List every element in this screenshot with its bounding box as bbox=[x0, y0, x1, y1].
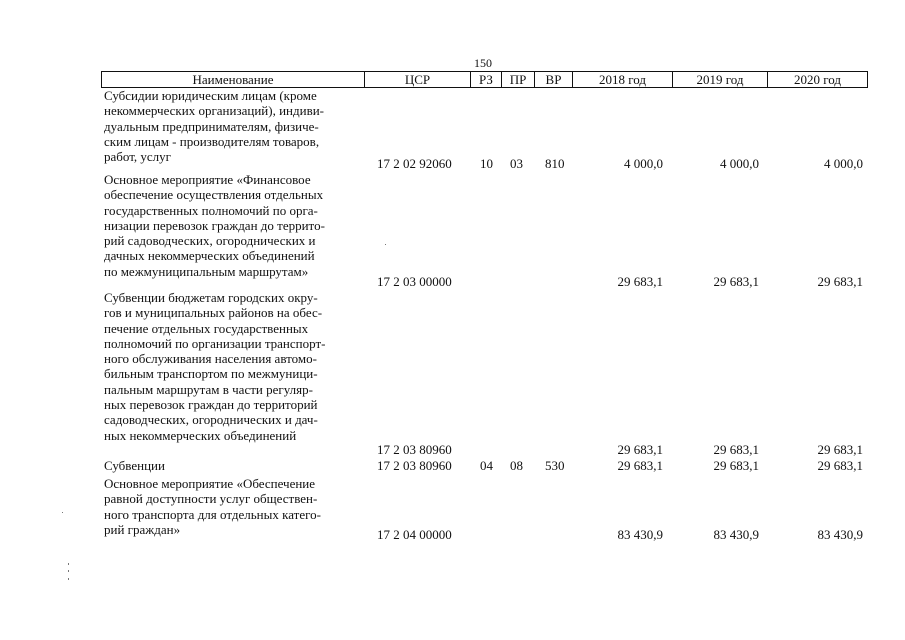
row-2018: 29 683,1 bbox=[617, 458, 663, 473]
scan-speck bbox=[62, 512, 63, 513]
row-2019: 4 000,0 bbox=[720, 156, 759, 171]
row-csr: 17 2 03 00000 bbox=[377, 274, 452, 289]
row-2020: 29 683,1 bbox=[817, 458, 863, 473]
row-rz: 04 bbox=[480, 458, 493, 473]
row-csr: 17 2 02 92060 bbox=[377, 156, 452, 171]
row-2018: 83 430,9 bbox=[617, 527, 663, 542]
row-2020: 29 683,1 bbox=[817, 274, 863, 289]
scan-speck bbox=[68, 578, 69, 580]
row-2018: 29 683,1 bbox=[617, 442, 663, 457]
scan-speck bbox=[68, 570, 69, 572]
row-name: Субвенции бюджетам городских окру- гов и муниципальных районов на обес- печение отдельных государственных полномочий по организации транспорт- ного обслуживания населения автомо- бильным транспортом по межмуници- пальным маршрутам в части регуляр- ных перевозок граждан до территорий садоводческих, огороднических и дач- ных некоммерческих объединений bbox=[104, 290, 326, 443]
row-name: Основное мероприятие «Обеспечение равной доступности услуг обществен- ного транспорта для отдельных катего- рий граждан» bbox=[104, 476, 321, 537]
header-rz: РЗ bbox=[471, 72, 502, 87]
row-csr: 17 2 04 00000 bbox=[377, 527, 452, 542]
row-2020: 29 683,1 bbox=[817, 442, 863, 457]
row-pr: 08 bbox=[510, 458, 523, 473]
header-name: Наименование bbox=[102, 72, 365, 87]
row-csr: 17 2 03 80960 bbox=[377, 442, 452, 457]
page-number: 150 bbox=[474, 56, 492, 70]
row-2019: 83 430,9 bbox=[713, 527, 759, 542]
row-vr: 530 bbox=[545, 458, 565, 473]
row-2018: 29 683,1 bbox=[617, 274, 663, 289]
row-2019: 29 683,1 bbox=[713, 274, 759, 289]
row-2019: 29 683,1 bbox=[713, 458, 759, 473]
row-2020: 4 000,0 bbox=[824, 156, 863, 171]
row-name: Субсидии юридическим лицам (кроме некоммерческих организаций), индиви- дуальным предпринимателям, физиче- ским лицам - производителям товаров, работ, услуг bbox=[104, 88, 324, 165]
header-2019: 2019 год bbox=[673, 72, 768, 87]
row-rz: 10 bbox=[480, 156, 493, 171]
header-2018: 2018 год bbox=[573, 72, 673, 87]
row-2019: 29 683,1 bbox=[713, 442, 759, 457]
header-2020: 2020 год bbox=[794, 72, 841, 87]
row-2018: 4 000,0 bbox=[624, 156, 663, 171]
header-csr: ЦСР bbox=[365, 72, 471, 87]
row-vr: 810 bbox=[545, 156, 565, 171]
row-name: Основное мероприятие «Финансовое обеспечение осуществления отдельных государственных полномочий по орга- низации перевозок граждан до террито- рий садоводческих, огороднических и дачных некоммерческих объединений по межмуниципальным маршрутам» bbox=[104, 172, 325, 279]
header-pr: ПР bbox=[502, 72, 535, 87]
row-pr: 03 bbox=[510, 156, 523, 171]
header-vr: ВР bbox=[535, 72, 573, 87]
scan-speck bbox=[68, 563, 69, 565]
scan-speck bbox=[385, 244, 386, 245]
row-name: Субвенции bbox=[104, 458, 165, 473]
row-csr: 17 2 03 80960 bbox=[377, 458, 452, 473]
row-2020: 83 430,9 bbox=[817, 527, 863, 542]
